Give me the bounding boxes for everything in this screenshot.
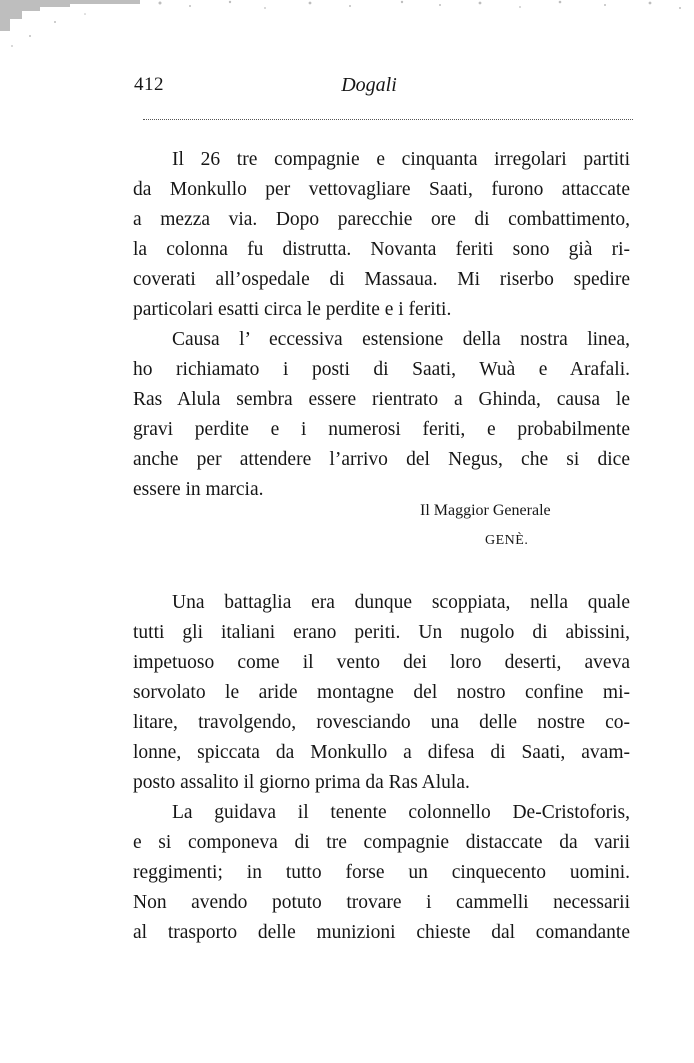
text-line: ho richiamato i posti di Saati, Wuà e Arafali. [133, 359, 630, 380]
text-line: particolari esatti circa le perdite e i feriti. [133, 299, 452, 320]
signature-name: GENÈ. [485, 533, 529, 548]
text-line: da Monkullo per vettovagliare Saati, furono attaccate [133, 179, 630, 200]
text-line: Ras Alula sembra essere rientrato a Ghinda, causa le [133, 389, 630, 410]
text-line: Non avendo potuto trovare i cammelli necessarii [133, 892, 630, 913]
page-number: 412 [134, 74, 164, 95]
text-line: essere in marcia. [133, 479, 264, 500]
text-line: a mezza via. Dopo parecchie ore di combattimento, [133, 209, 630, 230]
text-line: Il 26 tre compagnie e cinquanta irregolari partiti [172, 149, 630, 170]
text-line: gravi perdite e i numerosi feriti, e probabilmente [133, 419, 630, 440]
text-line: anche per attendere l’arrivo del Negus, che si dice [133, 449, 630, 470]
text-line: Causa l’ eccessiva estensione della nostra linea, [172, 329, 630, 350]
text-line: coverati all’ospedale di Massaua. Mi riserbo spedire [133, 269, 630, 290]
text-line: posto assalito il giorno prima da Ras Alula. [133, 772, 470, 793]
text-line: impetuoso come il vento dei loro deserti, aveva [133, 652, 630, 673]
text-line: tutti gli italiani erano periti. Un nugolo di abissini, [133, 622, 630, 643]
text-line: la colonna fu distrutta. Novanta feriti sono già ri- [133, 239, 630, 260]
scan-noise-speckle [0, 0, 694, 60]
text-line: reggimenti; in tutto forse un cinquecento uomini. [133, 862, 630, 883]
signature-title: Il Maggior Generale [420, 502, 551, 519]
text-line: al trasporto delle munizioni chieste dal comandante [133, 922, 630, 943]
text-line: e si componeva di tre compagnie distaccate da varii [133, 832, 630, 853]
text-line: Una battaglia era dunque scoppiata, nella quale [172, 592, 630, 613]
header-rule [143, 119, 633, 120]
page-header [134, 74, 634, 106]
text-line: litare, travolgendo, rovesciando una delle nostre co- [133, 712, 630, 733]
text-line: sorvolato le aride montagne del nostro confine mi- [133, 682, 630, 703]
text-line: La guidava il tenente colonnello De-Cristoforis, [172, 802, 630, 823]
running-title: Dogali [341, 74, 397, 96]
text-line: lonne, spiccata da Monkullo a difesa di Saati, avam- [133, 742, 630, 763]
